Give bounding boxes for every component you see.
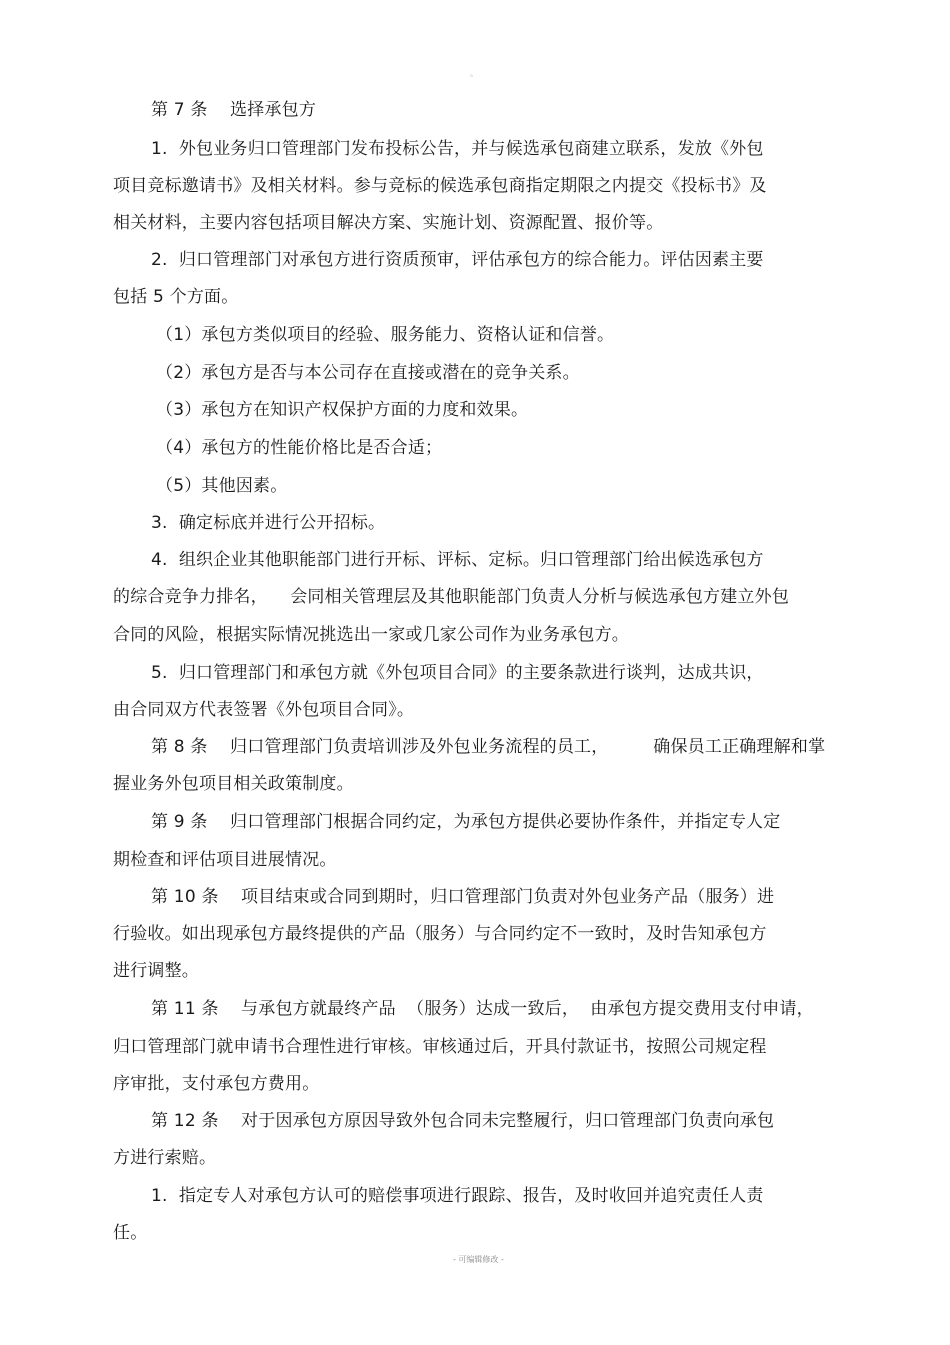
paragraph-line: 任。 (113, 1223, 148, 1243)
list-item: （3）承包方在知识产权保护方面的力度和效果。 (156, 400, 529, 420)
paragraph-line: 1. 外包业务归口管理部门发布投标公告，并与候选承包商建立联系，发放《外包 (151, 139, 764, 159)
list-item: （4）承包方的性能价格比是否合适； (156, 438, 443, 458)
footer-mark: - 可编辑修改 - (453, 1255, 504, 1264)
paragraph-line: 相关材料，主要内容包括项目解决方案、实施计划、资源配置、报价等。 (113, 213, 664, 233)
paragraph-line: 序审批，支付承包方费用。 (113, 1074, 320, 1094)
list-item: （5）其他因素。 (156, 476, 288, 496)
article-8-heading: 第 8 条 归口管理部门负责培训涉及外包业务流程的员工， 确保员工正确理解和掌 (151, 737, 826, 757)
article-12-heading: 第 12 条 对于因承包方原因导致外包合同未完整履行，归口管理部门负责向承包 (151, 1111, 775, 1131)
paragraph-line: 合同的风险，根据实际情况挑选出一家或几家公司作为业务承包方。 (113, 625, 629, 645)
paragraph-line: 4. 组织企业其他职能部门进行开标、评标、定标。归口管理部门给出候选承包方 (151, 550, 764, 570)
paragraph-line: 5. 归口管理部门和承包方就《外包项目合同》的主要条款进行谈判，达成共识， (151, 663, 764, 683)
paragraph-line: 归口管理部门就申请书合理性进行审核。审核通过后，开具付款证书，按照公司规定程 (113, 1037, 767, 1057)
paragraph-line: 1. 指定专人对承包方认可的赔偿事项进行跟踪、报告，及时收回并追究责任人责 (151, 1186, 764, 1206)
paragraph-line: 项目竞标邀请书》及相关材料。参与竞标的候选承包商指定期限之内提交《投标书》及 (113, 176, 767, 196)
paragraph-line: 的综合竞争力排名， 会同相关管理层及其他职能部门负责人分析与候选承包方建立外包 (113, 587, 790, 607)
paragraph-line: 3. 确定标底并进行公开招标。 (151, 513, 386, 533)
paragraph-line: 握业务外包项目相关政策制度。 (113, 774, 354, 794)
paragraph-line: 期检查和评估项目进展情况。 (113, 850, 337, 870)
paragraph-line: 进行调整。 (113, 961, 199, 981)
paragraph-line: 行验收。如出现承包方最终提供的产品（服务）与合同约定不一致时，及时告知承包方 (113, 924, 767, 944)
list-item: （2）承包方是否与本公司存在直接或潜在的竞争关系。 (156, 363, 580, 383)
header-mark: 。 (470, 69, 478, 78)
article-9-heading: 第 9 条 归口管理部门根据合同约定，为承包方提供必要协作条件，并指定专人定 (151, 812, 781, 832)
paragraph-line: 由合同双方代表签署《外包项目合同》。 (113, 700, 415, 720)
article-7-heading: 第 7 条 选择承包方 (151, 100, 317, 120)
paragraph-line: 2. 归口管理部门对承包方进行资质预审，评估承包方的综合能力。评估因素主要 (151, 250, 764, 270)
paragraph-line: 包括 5 个方面。 (113, 287, 239, 307)
list-item: （1）承包方类似项目的经验、服务能力、资格认证和信誉。 (156, 325, 615, 345)
paragraph-line: 方进行索赔。 (113, 1148, 217, 1168)
article-11-heading: 第 11 条 与承包方就最终产品 （服务）达成一致后， 由承包方提交费用支付申请， (151, 999, 814, 1019)
article-10-heading: 第 10 条 项目结束或合同到期时，归口管理部门负责对外包业务产品（服务）进 (151, 887, 775, 907)
